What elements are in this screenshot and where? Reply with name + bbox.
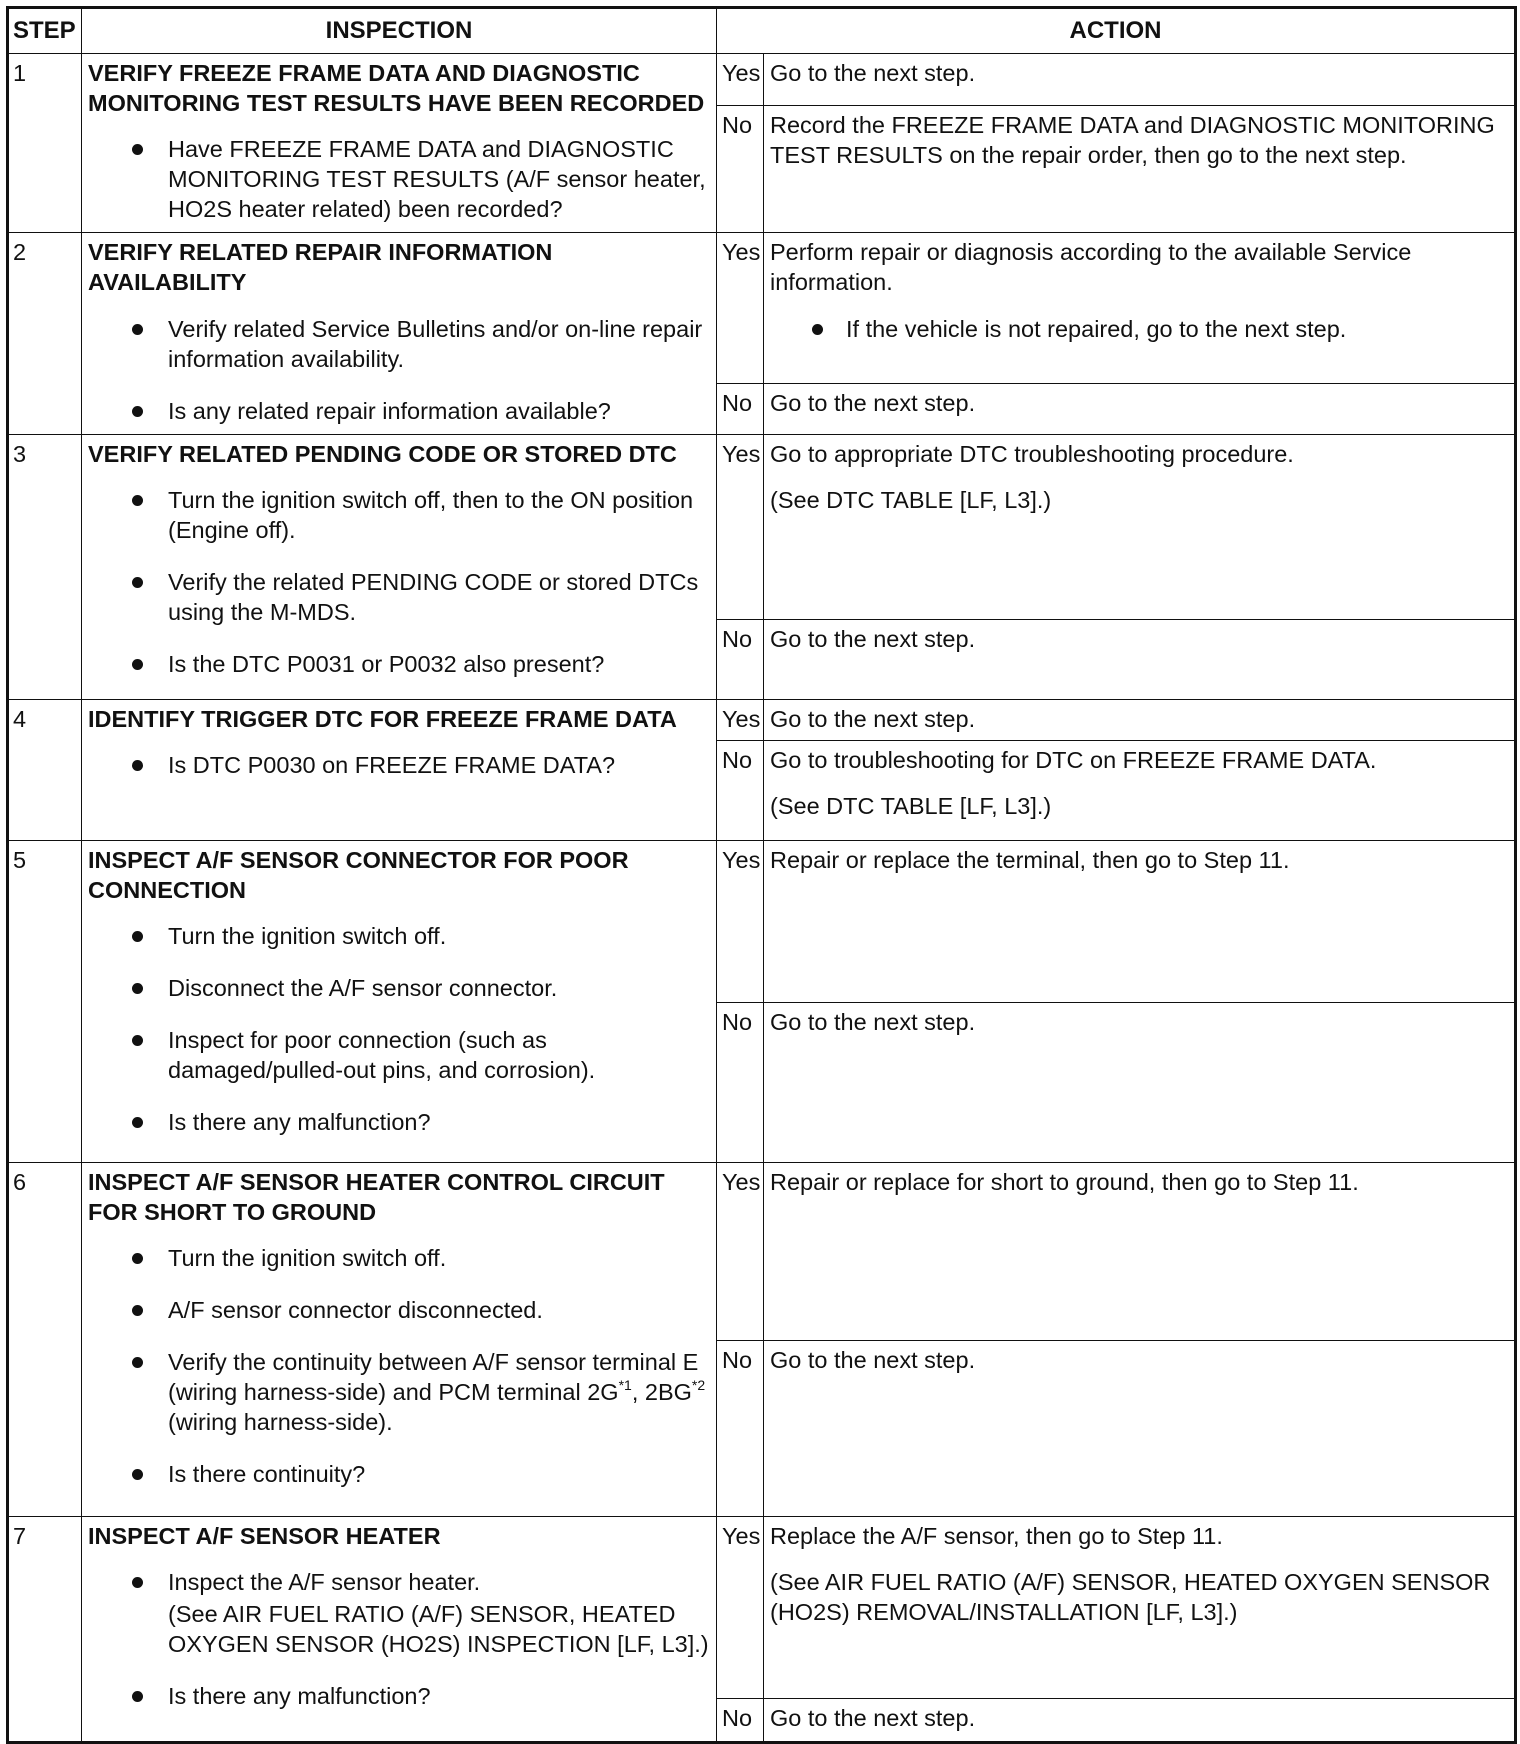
inspection-bullet: Is any related repair information available? [88, 396, 710, 426]
footnote-marker: *1 [618, 1377, 632, 1394]
step-number: 1 [8, 54, 82, 233]
step-title: VERIFY RELATED REPAIR INFORMATION AVAILABILITY [88, 239, 553, 296]
inspection-bullet: Is there any malfunction? [88, 1681, 710, 1711]
step-5-yes-row [8, 840, 1516, 1002]
step-column-header: STEP [8, 8, 82, 54]
inspection-bullet: Is the DTC P0031 or P0032 also present? [88, 649, 710, 679]
step-2-yes-row [8, 233, 1516, 384]
diagnostic-table [6, 6, 1517, 1744]
step-7-yes-row [8, 1516, 1516, 1698]
step-6-yes-row [8, 1162, 1516, 1340]
inspection-cell [82, 233, 717, 434]
inspection-bullet: A/F sensor connector disconnected. [88, 1295, 710, 1325]
inspection-bullet: Is there any malfunction? [88, 1107, 710, 1137]
step-title: INSPECT A/F SENSOR HEATER [88, 1522, 441, 1549]
dtc-table-reference: (See DTC TABLE [LF, L3].) [770, 486, 1052, 513]
step-number: 7 [8, 1516, 82, 1742]
inspection-bullet: Is DTC P0030 on FREEZE FRAME DATA? [88, 750, 710, 780]
inspection-cell [82, 1162, 717, 1516]
removal-installation-reference: (See AIR FUEL RATIO (A/F) SENSOR, HEATED OXYGEN SENSOR (HO2S) REMOVAL/INSTALLATION [LF, L3].) [770, 1568, 1491, 1626]
step-title: IDENTIFY TRIGGER DTC FOR FREEZE FRAME DATA [88, 705, 677, 732]
yes-action: Go to the next step. [764, 699, 1516, 740]
yes-label: Yes [717, 434, 764, 619]
inspection-reference: (See AIR FUEL RATIO (A/F) SENSOR, HEATED OXYGEN SENSOR (HO2S) INSPECTION [LF, L3].) [168, 1601, 709, 1658]
no-action: Go to the next step. [764, 1340, 1516, 1516]
action-column-header: ACTION [717, 8, 1516, 54]
no-action: Go to the next step. [764, 384, 1516, 434]
yes-label: Yes [717, 233, 764, 384]
no-action: Go to the next step. [764, 1698, 1516, 1742]
step-3-yes-row [8, 434, 1516, 619]
no-label: No [717, 740, 764, 840]
inspection-bullet: Verify the continuity between A/F sensor terminal E (wiring harness-side) and PCM terminal $2G^{*1}$, 2BG$^{*2}$ (wiring harness-side). [88, 1347, 710, 1437]
step-number: 4 [8, 699, 82, 840]
yes-label: Yes [717, 699, 764, 740]
inspection-cell [82, 434, 717, 699]
inspection-bullet: Have FREEZE FRAME DATA and DIAGNOSTIC MONITORING TEST RESULTS (A/F sensor heater, HO2S heater related) been recorded? [88, 134, 710, 224]
inspection-bullet: Inspect for poor connection (such as damaged/pulled-out pins, and corrosion). [88, 1025, 710, 1085]
yes-action: Replace the A/F sensor, then go to Step 11. (See AIR FUEL RATIO (A/F) SENSOR, HEATED OXYGEN SENSOR (HO2S) REMOVAL/INSTALLATION [LF, L3].) [764, 1516, 1516, 1698]
action-bullet: If the vehicle is not repaired, go to the next step. [770, 314, 1508, 344]
yes-action: Go to appropriate DTC troubleshooting procedure. (See DTC TABLE [LF, L3].) [764, 434, 1516, 619]
inspection-column-header: INSPECTION [82, 8, 717, 54]
step-number: 5 [8, 840, 82, 1162]
yes-label: Yes [717, 1516, 764, 1698]
inspection-bullet: Verify the related PENDING CODE or stored DTCs using the M-MDS. [88, 567, 710, 627]
no-action: Record the FREEZE FRAME DATA and DIAGNOSTIC MONITORING TEST RESULTS on the repair order, then go to the next step. [764, 106, 1516, 233]
no-action: Go to troubleshooting for DTC on FREEZE FRAME DATA. (See DTC TABLE [LF, L3].) [764, 740, 1516, 840]
yes-action: Perform repair or diagnosis according to the available Service information. If the vehicle is not repaired, go to the next step. [764, 233, 1516, 384]
yes-action: Repair or replace for short to ground, then go to Step 11. [764, 1162, 1516, 1340]
step-title: VERIFY FREEZE FRAME DATA AND DIAGNOSTIC MONITORING TEST RESULTS HAVE BEEN RECORDED [88, 60, 705, 117]
no-label: No [717, 106, 764, 233]
inspection-bullet: Turn the ignition switch off. [88, 1243, 710, 1273]
step-number: 6 [8, 1162, 82, 1516]
yes-action: Go to the next step. [764, 54, 1516, 106]
yes-action: Repair or replace the terminal, then go to Step 11. [764, 840, 1516, 1002]
footnote-marker: *2 [691, 1377, 706, 1394]
no-action: Go to the next step. [764, 1002, 1516, 1162]
inspection-cell [82, 840, 717, 1162]
inspection-bullet: Is there continuity? [88, 1459, 710, 1489]
no-label: No [717, 1698, 764, 1742]
table-header-row [8, 8, 1516, 54]
inspection-cell [82, 699, 717, 840]
no-label: No [717, 384, 764, 434]
yes-label: Yes [717, 840, 764, 1002]
inspection-bullet: Inspect the A/F sensor heater. [88, 1567, 710, 1597]
step-title: INSPECT A/F SENSOR HEATER CONTROL CIRCUIT FOR SHORT TO GROUND [88, 1168, 665, 1225]
no-label: No [717, 619, 764, 699]
step-number: 2 [8, 233, 82, 434]
dtc-table-reference: (See DTC TABLE [LF, L3].) [770, 792, 1052, 819]
inspection-cell [82, 1516, 717, 1742]
step-1-yes-row [8, 54, 1516, 106]
step-number: 3 [8, 434, 82, 699]
diagnostic-procedure-sheet [6, 6, 1517, 1744]
inspection-bullet: Verify related Service Bulletins and/or on-line repair information availability. [88, 314, 710, 374]
inspection-bullet: Disconnect the A/F sensor connector. [88, 973, 710, 1003]
yes-label: Yes [717, 1162, 764, 1340]
step-title: INSPECT A/F SENSOR CONNECTOR FOR POOR CONNECTION [88, 846, 629, 903]
no-label: No [717, 1340, 764, 1516]
inspection-bullet: Turn the ignition switch off, then to the ON position (Engine off). [88, 485, 710, 545]
yes-label: Yes [717, 54, 764, 106]
step-4-yes-row [8, 699, 1516, 740]
step-title: VERIFY RELATED PENDING CODE OR STORED DTC [88, 440, 677, 467]
no-label: No [717, 1002, 764, 1162]
inspection-bullet: Turn the ignition switch off. [88, 921, 710, 951]
inspection-cell [82, 54, 717, 233]
no-action: Go to the next step. [764, 619, 1516, 699]
